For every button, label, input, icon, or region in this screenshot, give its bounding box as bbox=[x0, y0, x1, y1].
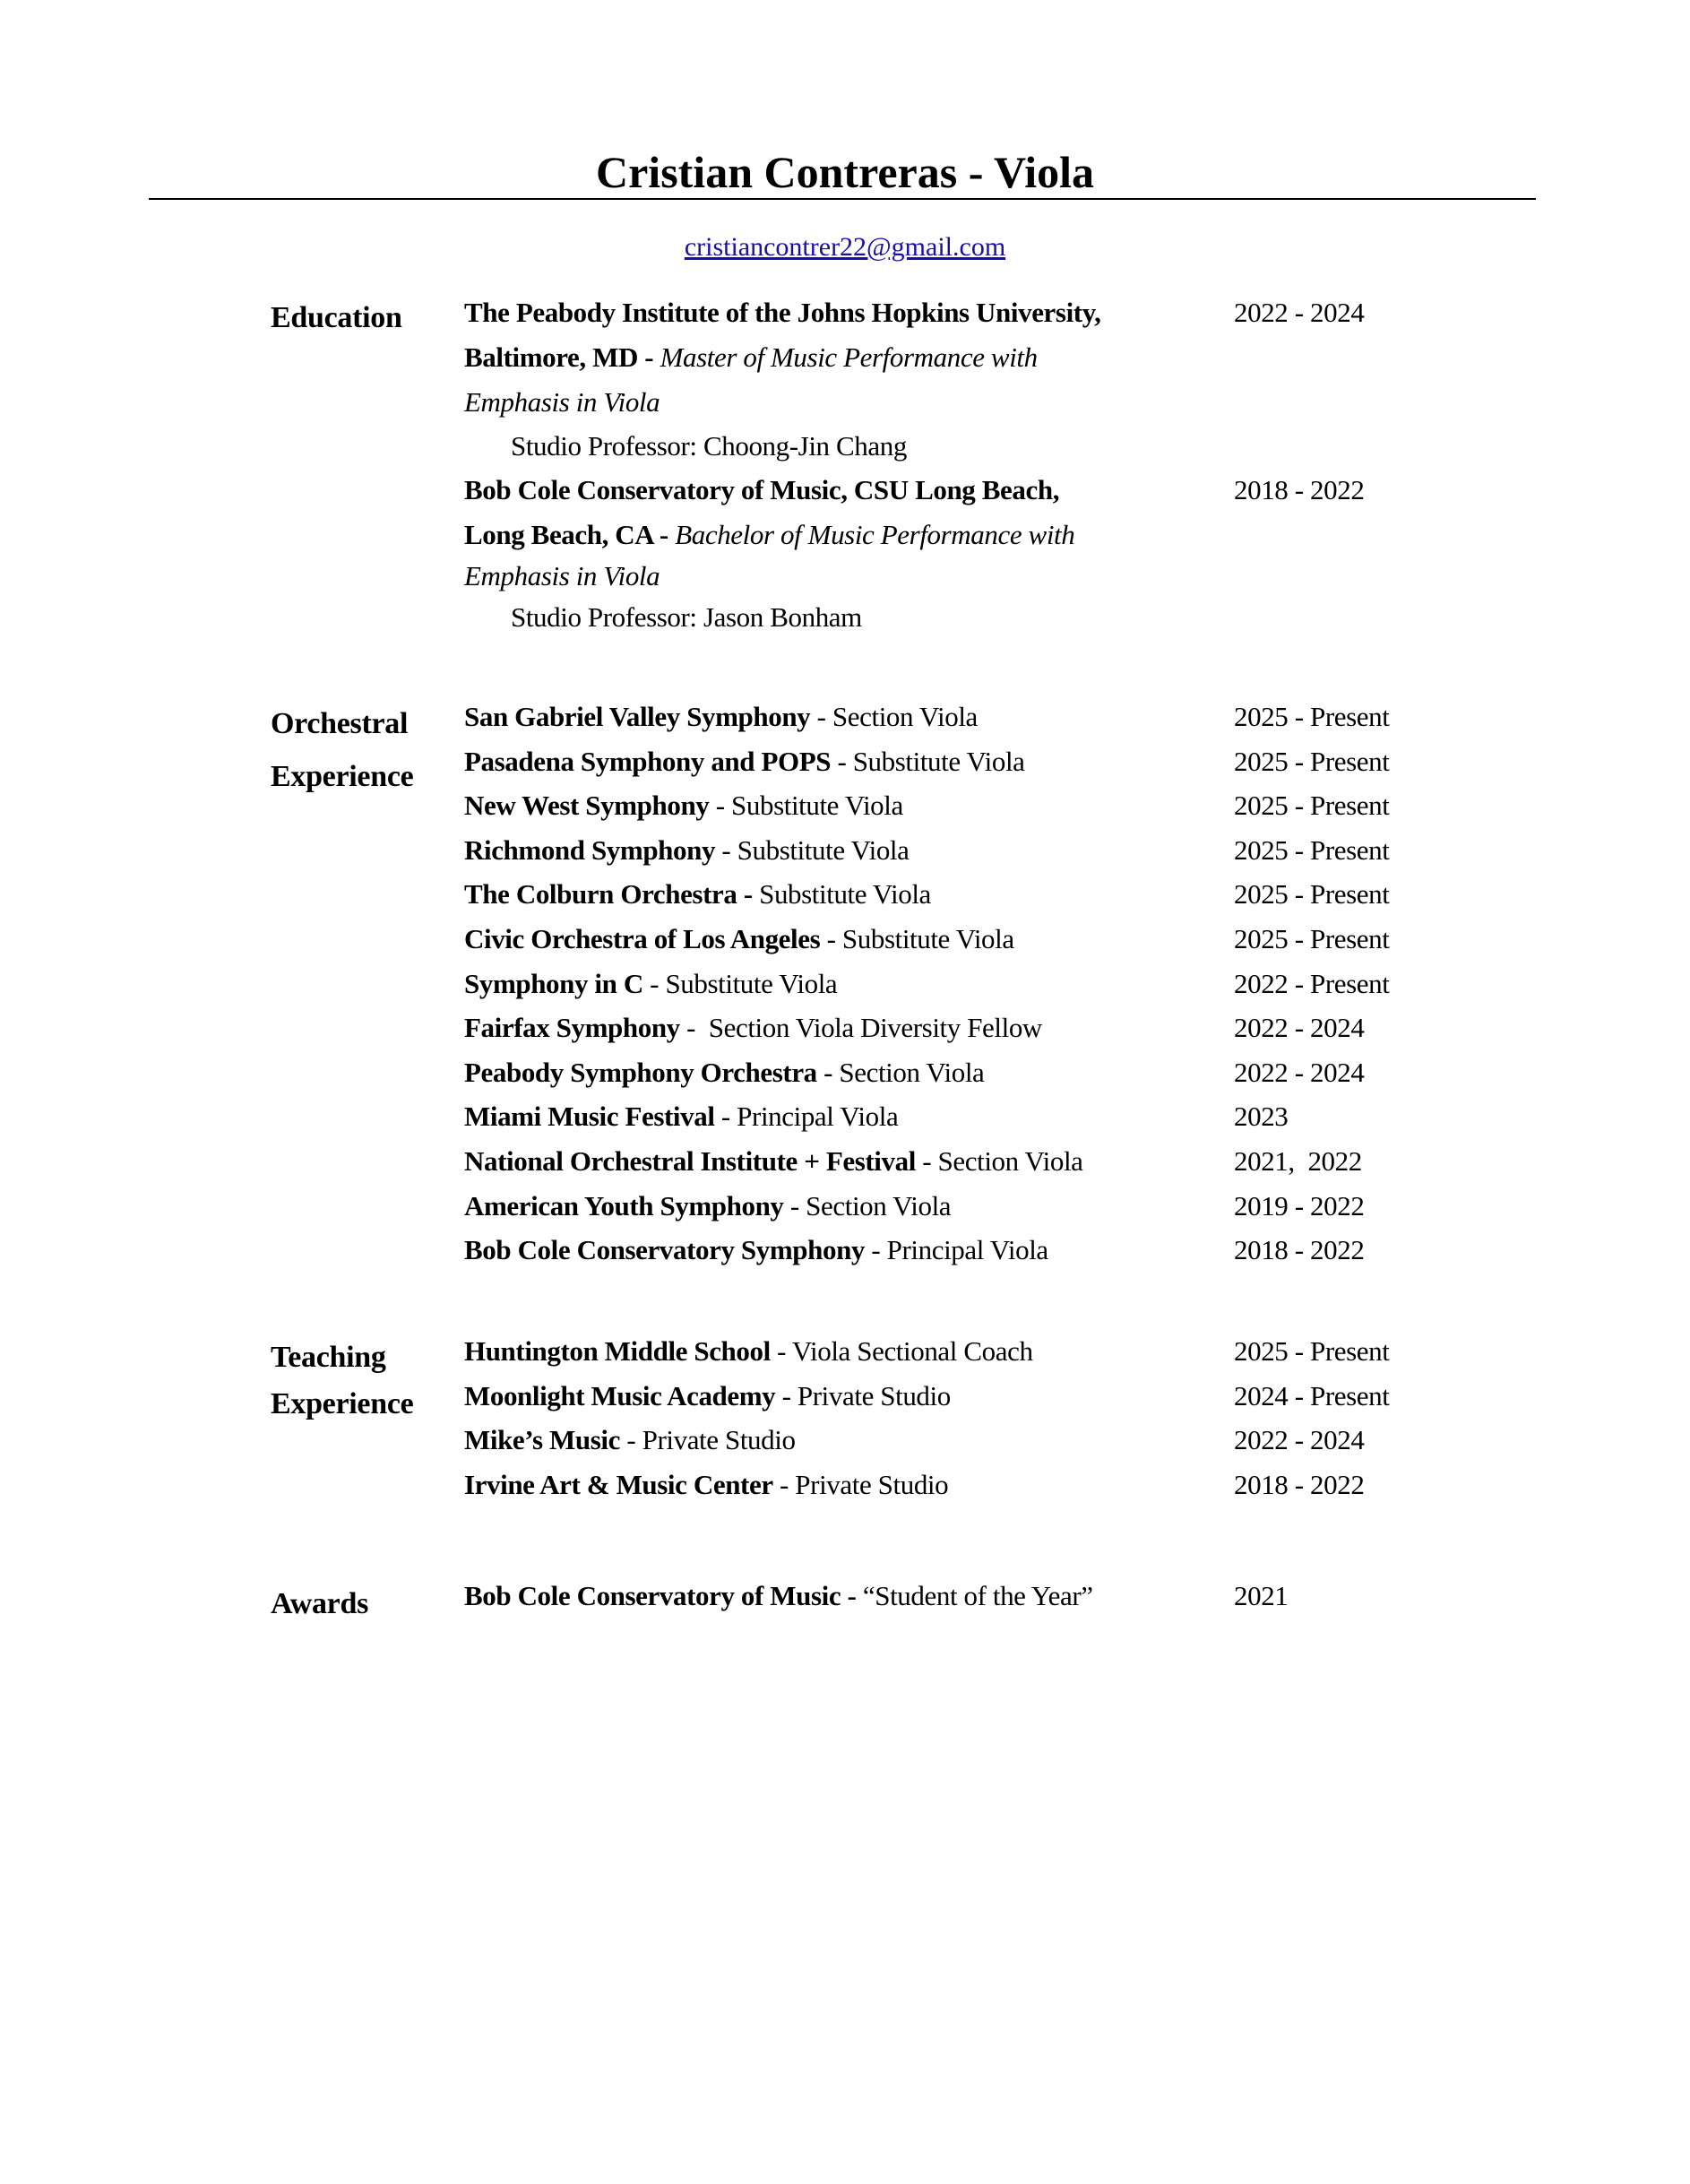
entry-dates: 2021, 2022 bbox=[1234, 1145, 1362, 1177]
title-divider bbox=[149, 198, 1536, 200]
entry-dates: 2022 - Present bbox=[1234, 967, 1390, 999]
institution-location: Baltimore, MD - bbox=[464, 341, 660, 373]
role: - Substitute Viola bbox=[831, 745, 1025, 777]
organization-name: National Orchestral Institute + Festival bbox=[464, 1145, 916, 1177]
resume-name-title: Cristian Contreras - Viola bbox=[596, 147, 1094, 197]
degree: Master of Music Performance with bbox=[660, 341, 1038, 373]
role: - Private Studio bbox=[620, 1424, 796, 1456]
organization-name: Mike’s Music bbox=[464, 1424, 620, 1456]
teaching-entry bbox=[464, 1374, 1665, 1419]
entry-dates: 2022 - 2024 bbox=[1234, 1056, 1365, 1088]
organization-name: Irvine Art & Music Center bbox=[464, 1468, 773, 1500]
institution-name: The Peabody Institute of the Johns Hopkins University, bbox=[464, 297, 1101, 328]
entry-dates: 2022 - 2024 bbox=[1234, 1424, 1365, 1456]
degree-continued: Emphasis in Viola bbox=[464, 560, 660, 591]
organization-name: Civic Orchestra of Los Angeles bbox=[464, 923, 821, 954]
studio-professor: Studio Professor: Jason Bonham bbox=[511, 601, 862, 633]
entry-dates: 2018 - 2022 bbox=[1234, 1234, 1365, 1266]
orchestral-entry bbox=[464, 917, 1665, 962]
role: - Private Studio bbox=[775, 1379, 951, 1411]
role: - Substitute Viola bbox=[709, 790, 903, 822]
email-link[interactable]: cristiancontrer22@gmail.com bbox=[684, 232, 1006, 262]
entry-dates: 2025 - Present bbox=[1234, 1335, 1390, 1367]
role: - Section Viola bbox=[915, 1145, 1083, 1177]
role: Substitute Viola bbox=[752, 878, 931, 911]
organization-name: Miami Music Festival bbox=[464, 1101, 715, 1133]
role: - Viola Sectional Coach bbox=[770, 1335, 1033, 1367]
entry-dates: 2025 - Present bbox=[1234, 745, 1390, 777]
entry-dates: 2024 - Present bbox=[1234, 1379, 1390, 1411]
entry-dates: 2018 - 2022 bbox=[1234, 1468, 1365, 1500]
section-label-orchestral-2: Experience bbox=[271, 760, 414, 793]
orchestral-entry bbox=[464, 1094, 1665, 1139]
role: “Student of the Year” bbox=[856, 1580, 1093, 1611]
orchestral-entry bbox=[464, 962, 1665, 1006]
organization-name: Moonlight Music Academy bbox=[464, 1379, 776, 1411]
degree: Bachelor of Music Performance with bbox=[675, 519, 1075, 550]
organization-name: Pasadena Symphony and POPS bbox=[464, 745, 832, 777]
entry-dates: 2025 - Present bbox=[1234, 701, 1390, 732]
awards-entry bbox=[464, 1574, 1665, 1619]
section-label-teaching: Teaching bbox=[271, 1341, 386, 1374]
role: - Principal Viola bbox=[714, 1101, 899, 1133]
teaching-entry bbox=[464, 1463, 1665, 1507]
role: - Section Viola bbox=[816, 1056, 985, 1088]
role: - Section Viola Diversity Fellow bbox=[679, 1012, 1042, 1044]
role: - Section Viola bbox=[810, 701, 978, 732]
education-line bbox=[464, 468, 1665, 513]
institution-name: Bob Cole Conservatory of Music, CSU Long Beach, bbox=[464, 474, 1060, 505]
section-label-awards: Awards bbox=[271, 1587, 369, 1620]
orchestral-entry bbox=[464, 739, 1665, 784]
teaching-entry bbox=[464, 1329, 1665, 1374]
teaching-entry bbox=[464, 1418, 1665, 1463]
organization-name: New West Symphony bbox=[464, 790, 710, 822]
organization-name: Peabody Symphony Orchestra bbox=[464, 1056, 817, 1088]
orchestral-entry bbox=[464, 1184, 1665, 1229]
education-line bbox=[464, 335, 1665, 380]
entry-dates: 2025 - Present bbox=[1234, 878, 1390, 911]
section-label-orchestral: Orchestral bbox=[271, 707, 409, 740]
orchestral-entry bbox=[464, 1006, 1665, 1050]
education-dates: 2018 - 2022 bbox=[1234, 474, 1365, 505]
role: - Substitute Viola bbox=[820, 923, 1014, 954]
studio-professor: Studio Professor: Choong-Jin Chang bbox=[511, 430, 907, 462]
section-label-teaching-2: Experience bbox=[271, 1387, 414, 1420]
organization-name: Symphony in C bbox=[464, 967, 643, 999]
organization-name: Richmond Symphony bbox=[464, 833, 716, 866]
section-label-education: Education bbox=[271, 301, 402, 334]
entry-dates: 2019 - 2022 bbox=[1234, 1189, 1365, 1221]
education-line bbox=[464, 290, 1665, 335]
organization-name: American Youth Symphony bbox=[464, 1189, 784, 1221]
email-line bbox=[0, 231, 1690, 263]
entry-dates: 2025 - Present bbox=[1234, 923, 1390, 954]
entry-dates: 2023 bbox=[1234, 1101, 1289, 1133]
orchestral-entry bbox=[464, 828, 1665, 873]
entry-dates: 2025 - Present bbox=[1234, 833, 1390, 866]
entry-dates: 2025 - Present bbox=[1234, 790, 1390, 822]
role: - Section Viola bbox=[783, 1189, 952, 1221]
organization-name: San Gabriel Valley Symphony bbox=[464, 701, 811, 732]
role: - Substitute Viola bbox=[642, 967, 838, 999]
organization-name: Bob Cole Conservatory of Music - bbox=[464, 1580, 857, 1611]
orchestral-entry bbox=[464, 1050, 1665, 1095]
orchestral-entry bbox=[464, 872, 1665, 917]
orchestral-entry bbox=[464, 1139, 1665, 1184]
orchestral-entry bbox=[464, 1228, 1665, 1273]
organization-name: The Colburn Orchestra - bbox=[464, 878, 753, 911]
entry-dates: 2022 - 2024 bbox=[1234, 1012, 1365, 1044]
orchestral-entry bbox=[464, 695, 1665, 739]
institution-location: Long Beach, CA - bbox=[464, 519, 676, 550]
orchestral-entry bbox=[464, 783, 1665, 828]
organization-name: Bob Cole Conservatory Symphony bbox=[464, 1234, 866, 1266]
organization-name: Fairfax Symphony bbox=[464, 1012, 680, 1044]
organization-name: Huntington Middle School bbox=[464, 1335, 771, 1367]
degree-continued: Emphasis in Viola bbox=[464, 386, 660, 418]
role: - Private Studio bbox=[772, 1468, 949, 1500]
education-dates: 2022 - 2024 bbox=[1234, 297, 1365, 328]
role: - Substitute Viola bbox=[715, 833, 910, 866]
education-line bbox=[464, 513, 1665, 557]
role: - Principal Viola bbox=[865, 1234, 1048, 1266]
entry-dates: 2021 bbox=[1234, 1580, 1289, 1611]
